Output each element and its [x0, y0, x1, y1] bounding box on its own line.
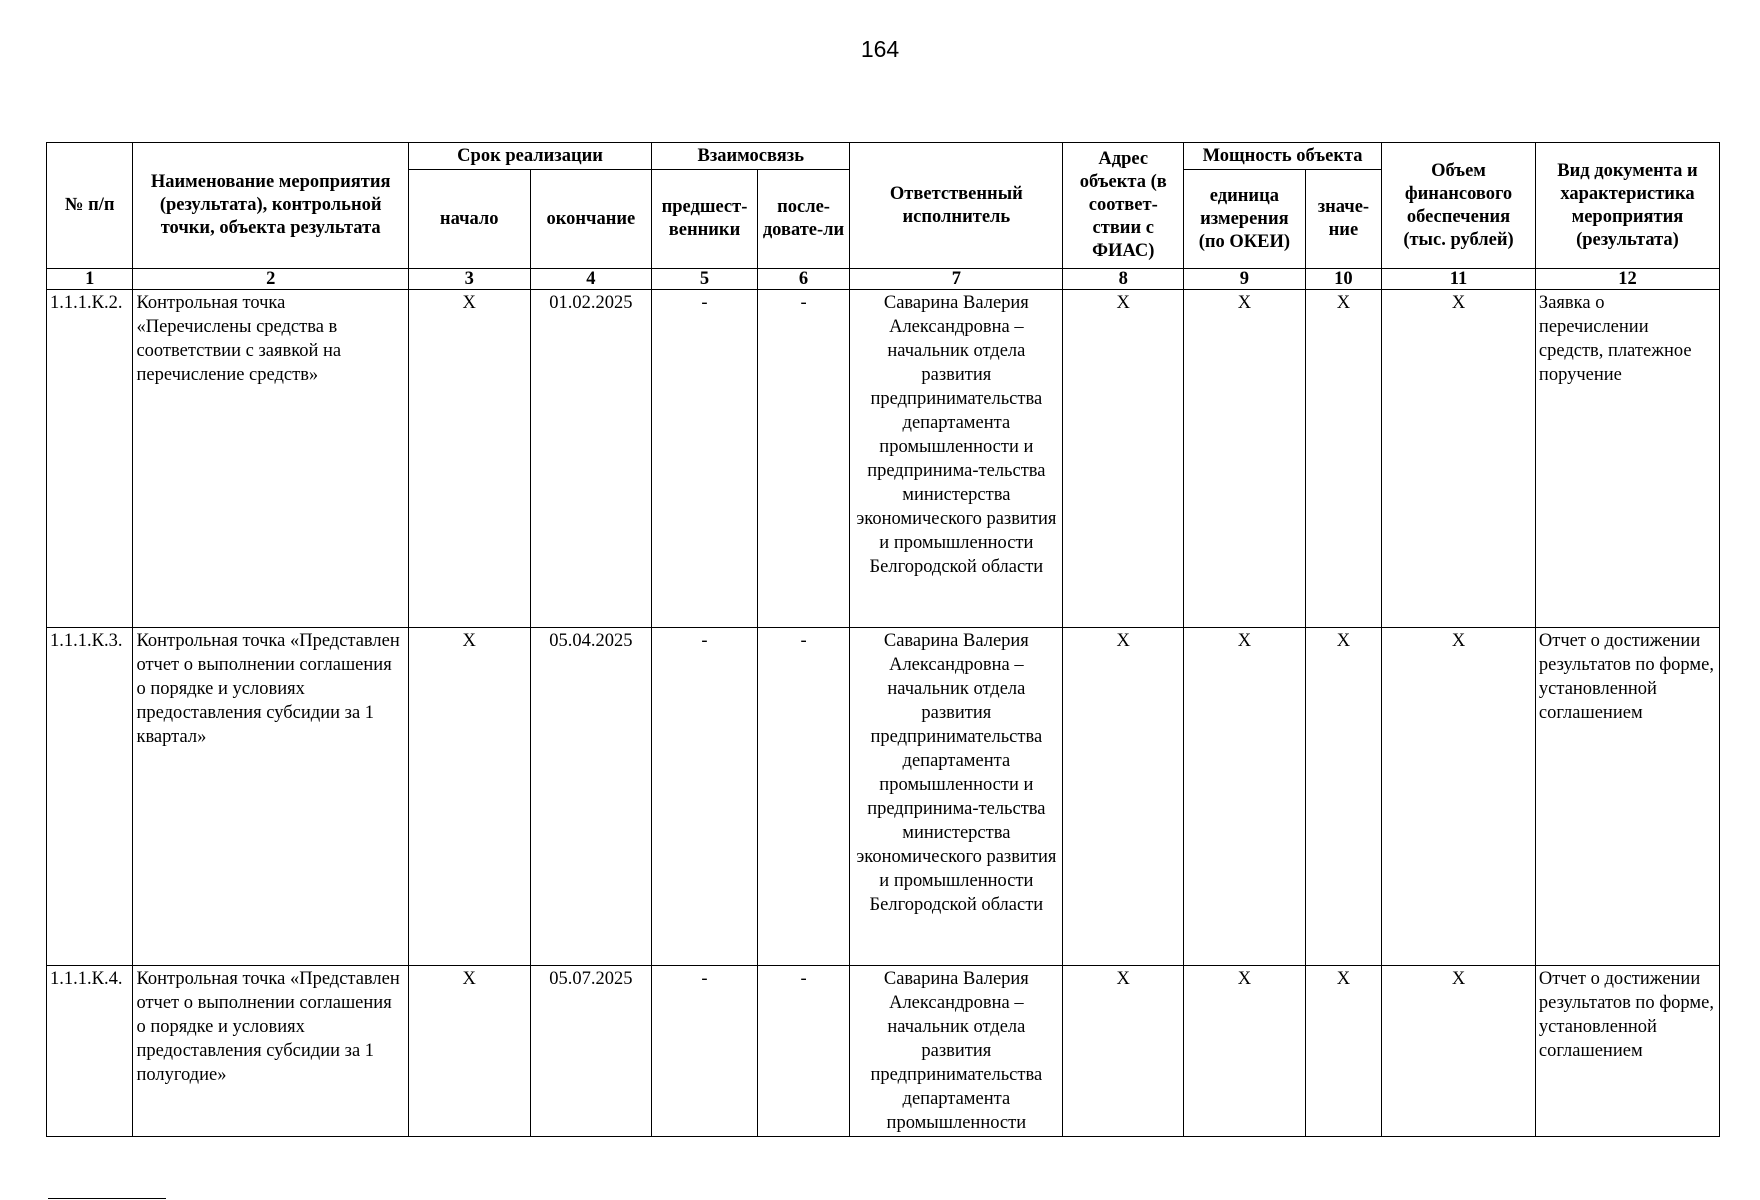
table-row — [47, 628, 1720, 966]
page-number: 164 — [860, 36, 900, 62]
header-finance: Объем финансового обеспечения (тыс. рублей) — [1382, 143, 1536, 269]
row-successors: - — [757, 966, 850, 1137]
row-name: Контрольная точка «Перечислены средства в соответствии с заявкой на перечисление средств» — [133, 290, 408, 628]
row-address: X — [1063, 290, 1184, 628]
row-unit: X — [1184, 290, 1306, 628]
row-start: X — [408, 290, 530, 628]
column-number: 4 — [530, 269, 652, 290]
header-document: Вид документа и характеристика мероприятия (результата) — [1535, 143, 1719, 269]
column-number: 9 — [1184, 269, 1306, 290]
header-address: Адрес объекта (в соответ-ствии с ФИАС) — [1063, 143, 1184, 269]
row-name: Контрольная точка «Представлен отчет о выполнении соглашения о порядке и условиях предоставления субсидии за 1 полугодие» — [133, 966, 408, 1137]
header-capacity-group: Мощность объекта — [1184, 143, 1382, 170]
row-end: 01.02.2025 — [530, 290, 652, 628]
row-executor: Саварина Валерия Александровна – начальник отдела развития предпринимательства департамента промышленности — [850, 966, 1063, 1137]
table-row — [47, 966, 1720, 1137]
row-executor: Саварина Валерия Александровна – начальник отдела развития предпринимательства департамента промышленности и предпринима-тельства министерства экономического развития и промышленности Белгородской области — [850, 290, 1063, 628]
header-predecessors: предшест-венники — [652, 170, 758, 269]
column-number: 8 — [1063, 269, 1184, 290]
row-value: X — [1305, 966, 1381, 1137]
header-start: начало — [408, 170, 530, 269]
row-predecessors: - — [652, 290, 758, 628]
column-number: 12 — [1535, 269, 1719, 290]
footnote-separator — [48, 1198, 166, 1199]
header-link-group: Взаимосвязь — [652, 143, 850, 170]
header-term-group: Срок реализации — [408, 143, 651, 170]
row-finance: X — [1382, 966, 1536, 1137]
row-predecessors: - — [652, 628, 758, 966]
row-number: 1.1.1.К.2. — [47, 290, 133, 628]
header-executor: Ответственный исполнитель — [850, 143, 1063, 269]
row-start: X — [408, 628, 530, 966]
row-number: 1.1.1.К.3. — [47, 628, 133, 966]
row-address: X — [1063, 966, 1184, 1137]
column-number: 5 — [652, 269, 758, 290]
row-document: Отчет о достижении результатов по форме, установленной соглашением — [1535, 628, 1719, 966]
row-finance: X — [1382, 628, 1536, 966]
row-unit: X — [1184, 966, 1306, 1137]
row-value: X — [1305, 628, 1381, 966]
row-successors: - — [757, 290, 850, 628]
plan-table — [46, 142, 1720, 1137]
row-predecessors: - — [652, 966, 758, 1137]
column-number: 7 — [850, 269, 1063, 290]
header-successors: после-довате-ли — [757, 170, 850, 269]
column-number: 10 — [1305, 269, 1381, 290]
row-address: X — [1063, 628, 1184, 966]
row-unit: X — [1184, 628, 1306, 966]
row-start: X — [408, 966, 530, 1137]
row-executor: Саварина Валерия Александровна – начальник отдела развития предпринимательства департамента промышленности и предпринима-тельства министерства экономического развития и промышленности Белгородской области — [850, 628, 1063, 966]
header-name: Наименование мероприятия (результата), контрольной точки, объекта результата — [133, 143, 408, 269]
column-number: 11 — [1382, 269, 1536, 290]
table-row — [47, 290, 1720, 628]
header-value: значе-ние — [1305, 170, 1381, 269]
row-document: Отчет о достижении результатов по форме, установленной соглашением — [1535, 966, 1719, 1137]
row-name: Контрольная точка «Представлен отчет о выполнении соглашения о порядке и условиях предоставления субсидии за 1 квартал» — [133, 628, 408, 966]
header-number: № п/п — [47, 143, 133, 269]
row-document: Заявка о перечислении средств, платежное поручение — [1535, 290, 1719, 628]
row-end: 05.04.2025 — [530, 628, 652, 966]
column-number: 6 — [757, 269, 850, 290]
row-successors: - — [757, 628, 850, 966]
header-unit: единица измерения (по ОКЕИ) — [1184, 170, 1306, 269]
column-number: 3 — [408, 269, 530, 290]
column-number: 2 — [133, 269, 408, 290]
column-number: 1 — [47, 269, 133, 290]
row-end: 05.07.2025 — [530, 966, 652, 1137]
row-finance: X — [1382, 290, 1536, 628]
row-number: 1.1.1.К.4. — [47, 966, 133, 1137]
header-end: окончание — [530, 170, 652, 269]
row-value: X — [1305, 290, 1381, 628]
